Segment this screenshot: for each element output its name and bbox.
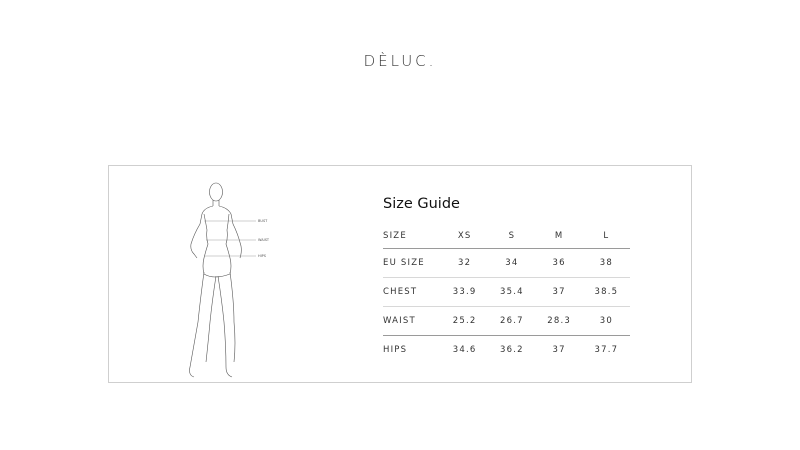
column-header: M [554,231,564,241]
table-cell: 38 [599,258,613,268]
fashion-figure-illustration [164,172,284,382]
table-cell: 36.2 [500,345,524,355]
table-cell: 37 [552,287,566,297]
waist-label: WAIST [258,238,270,242]
row-label: WAIST [383,316,416,326]
row-label: CHEST [383,287,418,297]
table-cell: 36 [552,258,566,268]
table-cell: 30 [599,316,613,326]
table-row [383,249,630,278]
column-header: XS [457,231,472,241]
table-cell: 34.6 [452,345,477,355]
column-header: S [508,231,516,241]
hips-label: HIPS [258,254,266,258]
size-guide-title: Size Guide [383,196,460,212]
table-cell: 37 [552,345,566,355]
size-guide [383,196,633,364]
row-label: HIPS [383,345,408,355]
size-table [383,224,630,364]
brand-logo: DÈLUC. [363,52,437,70]
table-cell: 37.7 [594,345,619,355]
table-row [383,278,630,307]
table-cell: 25.2 [452,316,477,326]
column-header: L [603,231,610,241]
table-cell: 28.3 [547,316,571,326]
size-guide-card [108,165,692,383]
table-cell: 32 [458,258,472,268]
table-row [383,336,630,365]
table-header-row [383,224,630,249]
figure-head [210,183,223,201]
table-row [383,307,630,336]
row-label: EU SIZE [383,258,425,268]
table-cell: 34 [505,258,519,268]
table-cell: 35.4 [500,287,524,297]
table-cell: 38.5 [594,287,619,297]
bust-label: BUST [258,219,268,223]
table-cell: 26.7 [500,316,524,326]
table-cell: 33.9 [452,287,477,297]
column-header: SIZE [383,231,407,241]
body-measurement-figure [164,172,284,382]
